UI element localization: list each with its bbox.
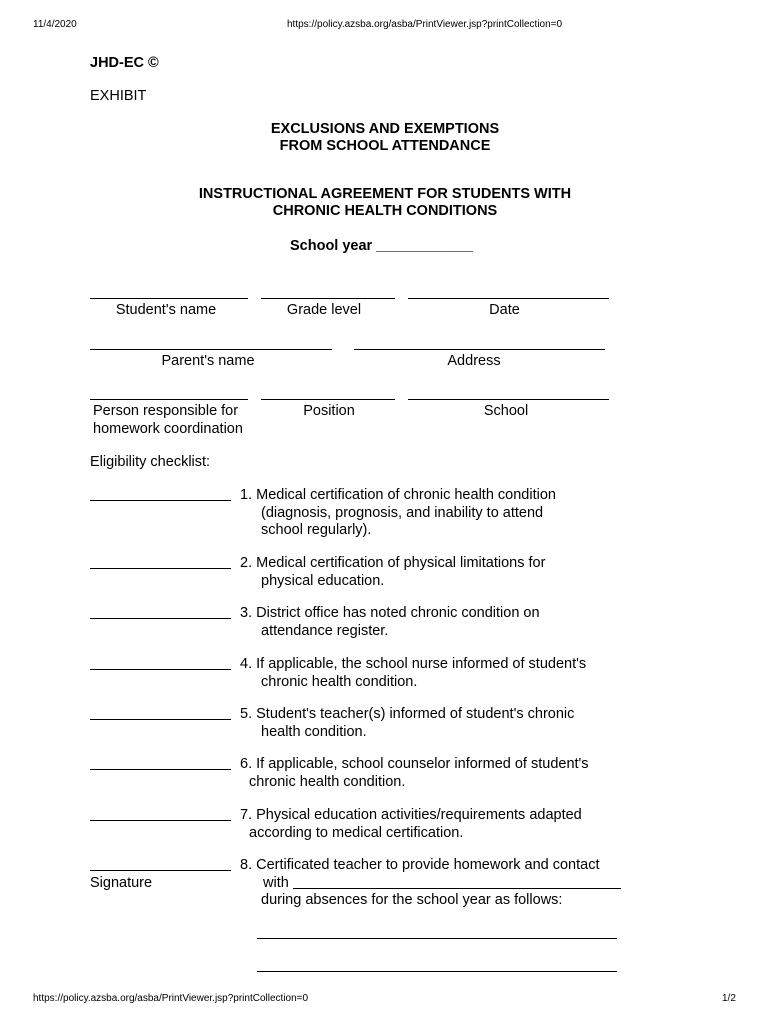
address-line[interactable] — [354, 349, 605, 350]
grade-level-line[interactable] — [261, 298, 395, 299]
checklist-line-3[interactable] — [90, 618, 231, 619]
checklist-item-6-line-2: chronic health condition. — [249, 774, 406, 790]
checklist-item-1-line-1: 1. Medical certification of chronic health condition — [240, 487, 556, 503]
subtitle-line-1: INSTRUCTIONAL AGREEMENT FOR STUDENTS WITH — [198, 186, 572, 202]
notes-line-2[interactable] — [257, 971, 617, 972]
checklist-line-8[interactable] — [90, 870, 231, 871]
person-responsible-line[interactable] — [90, 399, 248, 400]
checklist-item-8-line-3: during absences for the school year as follows: — [261, 892, 563, 908]
checklist-item-1-line-3: school regularly). — [261, 522, 372, 538]
checklist-item-2-line-1: 2. Medical certification of physical limitations for — [240, 555, 546, 571]
policy-code: JHD-EC © — [90, 55, 159, 71]
print-footer-url: https://policy.azsba.org/asba/PrintViewer.jsp?printCollection=0 — [33, 993, 309, 1004]
checklist-line-6[interactable] — [90, 769, 231, 770]
checklist-item-2-line-2: physical education. — [261, 573, 385, 589]
checklist-item-5-line-1: 5. Student's teacher(s) informed of student's chronic — [240, 706, 575, 722]
checklist-line-7[interactable] — [90, 820, 231, 821]
checklist-heading: Eligibility checklist: — [90, 454, 211, 470]
subtitle-line-2: CHRONIC HEALTH CONDITIONS — [272, 203, 498, 219]
checklist-item-7-line-2: according to medical certification. — [249, 825, 464, 841]
grade-level-label: Grade level — [286, 302, 362, 318]
checklist-item-3-line-2: attendance register. — [261, 623, 389, 639]
students-name-line[interactable] — [90, 298, 248, 299]
checklist-line-2[interactable] — [90, 568, 231, 569]
checklist-item-7-line-1: 7. Physical education activities/requirements adapted — [240, 807, 582, 823]
page-number: 1/2 — [722, 993, 736, 1004]
signature-label: Signature — [90, 875, 153, 891]
checklist-line-4[interactable] — [90, 669, 231, 670]
address-label: Address — [447, 353, 501, 369]
checklist-item-8-line-1: 8. Certificated teacher to provide homework and contact — [240, 857, 600, 873]
school-year: School year ____________ — [290, 238, 473, 254]
school-label: School — [483, 403, 529, 419]
checklist-item-1-line-2: (diagnosis, prognosis, and inability to attend — [261, 505, 544, 521]
checklist-item-8-line-2: with — [263, 875, 289, 891]
print-header-url: https://policy.azsba.org/asba/PrintViewer.jsp?printCollection=0 — [287, 19, 563, 30]
person-responsible-label-2: homework coordination — [93, 421, 243, 437]
notes-line-1[interactable] — [257, 938, 617, 939]
checklist-item-4-line-2: chronic health condition. — [261, 674, 418, 690]
checklist-item-6-line-1: 6. If applicable, school counselor informed of student's — [240, 756, 589, 772]
checklist-item-3-line-1: 3. District office has noted chronic condition on — [240, 605, 540, 621]
title-line-1: EXCLUSIONS AND EXEMPTIONS — [270, 121, 500, 137]
checklist-line-5[interactable] — [90, 719, 231, 720]
students-name-label: Student's name — [115, 302, 217, 318]
school-line[interactable] — [408, 399, 609, 400]
position-label: Position — [303, 403, 355, 419]
parents-name-line[interactable] — [90, 349, 332, 350]
contact-with-line[interactable] — [293, 888, 621, 889]
position-line[interactable] — [261, 399, 395, 400]
person-responsible-label-1: Person responsible for — [93, 403, 239, 419]
checklist-line-1[interactable] — [90, 500, 231, 501]
title-line-2: FROM SCHOOL ATTENDANCE — [279, 138, 491, 154]
date-label: Date — [489, 302, 520, 318]
print-date: 11/4/2020 — [33, 19, 77, 30]
checklist-item-5-line-2: health condition. — [261, 724, 367, 740]
parents-name-label: Parent's name — [161, 353, 255, 369]
exhibit-label: EXHIBIT — [90, 88, 147, 104]
date-line[interactable] — [408, 298, 609, 299]
checklist-item-4-line-1: 4. If applicable, the school nurse informed of student's — [240, 656, 587, 672]
